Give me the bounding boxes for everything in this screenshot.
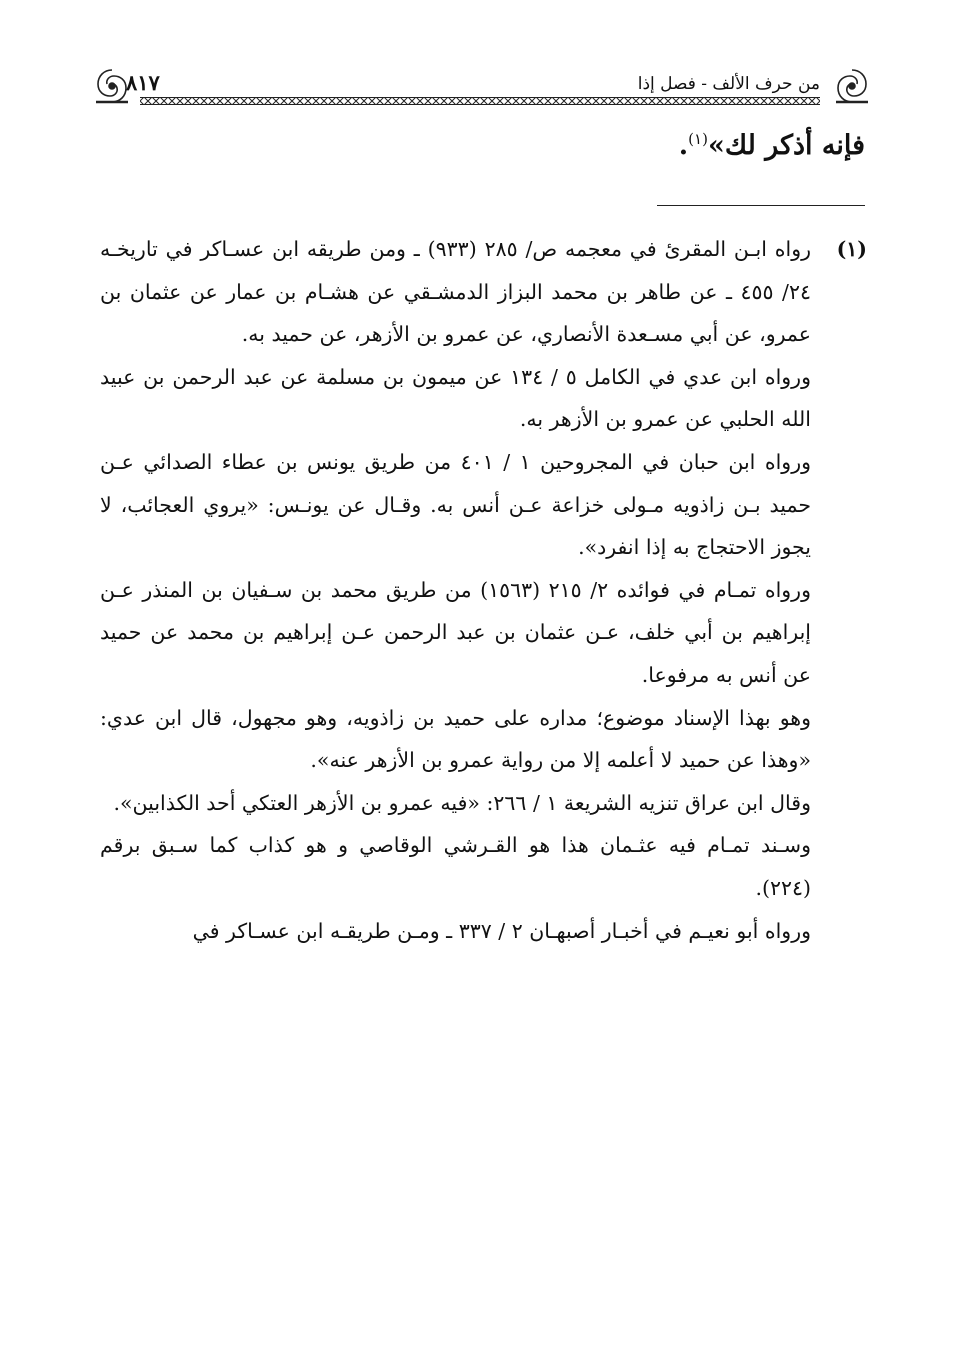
footnote-paragraph: وسـند تمـام فيه عثـمان هذا هو القـرشي الوقاصي و هو كذاب كما سـبق برقم (٢٢٤). [100,833,811,900]
body-line: فإنه أذكر لك» [707,130,865,161]
footnotes-section [100,228,865,952]
header-divider [140,97,820,105]
footnote-paragraph: وهو بهذا الإسناد موضوع؛ مداره على حميد بن زاذويه، وهو مجهول، قال ابن عدي: «وهذا عن حميد لا أعلمه إلا من رواية عمرو بن الأزهر عنه». [100,705,811,773]
running-header-title: من حرف الألف - فصل إذا [637,74,820,94]
body-end-mark: . [678,130,689,161]
footnote [100,228,865,952]
footnote-paragraph: ورواه ابن حبان في المجروحين ١ / ٤٠١ من طريق يونس بن عطاء الصدائي عـن حميد بـن زاذويه مـولى خزاعة عـن أنس به. وقـال عن يونـس: «يروي العجائب، لا يجوز الاحتجاج به إذا انفرد». [100,449,811,560]
footnote-paragraph: ورواه ابن عدي في الكامل ٥ / ١٣٤ عن ميمون بن مسلمة عن عبد الرحمن بن عبيد الله الحلبي عن عمرو بن الأزهر به. [100,364,811,432]
corner-ornament-icon [832,66,872,106]
footnote-paragraph: ورواه أبو نعيـم في أخبـار أصبهـان ٢ / ٣٣٧ ـ ومـن طريقـه ابن عسـاكر في [192,918,811,943]
footnote-reference: (١) [688,130,708,148]
footnote-paragraph: ورواه تمـام في فوائده ٢/ ٢١٥ (١٥٦٣) من طريق محمد بن سـفيان بن المنذر عـن إبراهيم بن أبي خلف، عـن عثمان بن عبد الرحمن عـن إبراهيم بن محمد عن حميد عن أنس به مرفوعا. [100,577,811,687]
corner-ornament-icon [92,66,132,106]
running-header [92,62,872,106]
footnote-label: (١) [836,237,867,261]
footnote-separator [657,205,865,206]
footnote-paragraph: وقال ابن عراق تنزيه الشريعة ١ / ٢٦٦: «فيه عمرو بن الأزهر العتكي أحد الكذابين». [113,790,811,815]
page-number: ٨١٧ [126,70,160,95]
footnote-paragraph: رواه ابـن المقرئ في معجمه ص/ ٢٨٥ (٩٣٣) ـ ومن طريقه ابن عسـاكر في تاريخـه ٢٤/ ٤٥٥ ـ عن طاهر بن محمد البزاز الدمشـقي عن هشـام بن عمار عن عثمان بن عمرو، عن أبي مسـعدة الأنصاري، عن عمرو بن الأزهر، عن حميد به. [100,237,811,347]
body-text [105,122,865,170]
